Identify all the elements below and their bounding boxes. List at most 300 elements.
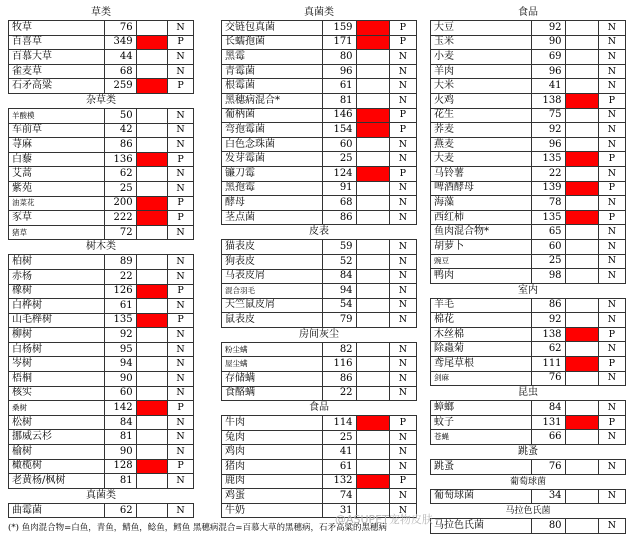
negative-indicator [565,64,598,79]
allergen-value: 22 [323,386,356,401]
negative-indicator [356,284,389,299]
table-row [222,386,417,401]
allergen-table [430,6,626,534]
allergen-value: 116 [323,357,356,372]
section-title: 跳蚤 [518,446,538,458]
table-row [222,79,417,94]
table-row [9,123,194,138]
allergen-name: 弯孢霉菌 [222,123,323,138]
allergen-value: 76 [532,460,565,475]
result-class: N [389,386,416,401]
allergen-value: 142 [105,401,136,416]
negative-indicator [565,489,598,504]
table-row [9,328,194,343]
allergen-name: 火鸡 [431,93,532,108]
allergen-value: 76 [532,371,565,386]
allergen-value: 81 [323,93,356,108]
negative-indicator [356,357,389,372]
negative-indicator [136,474,167,489]
negative-indicator [136,328,167,343]
allergen-name: 狗表皮 [222,254,323,269]
section-title: 室内 [518,284,538,296]
allergen-name: 石矛高粱 [9,79,105,94]
negative-indicator [136,430,167,445]
result-class: N [168,167,194,182]
section-header-row [9,488,194,503]
allergen-name: 曲霉菌 [9,503,105,518]
table-row [222,298,417,313]
table-row [9,459,194,474]
allergen-value: 60 [532,239,565,254]
table-row [222,35,417,50]
negative-indicator [565,460,598,475]
allergen-value: 54 [323,298,356,313]
table-row [9,35,194,50]
section-header-row [431,283,626,298]
result-class: P [389,166,416,181]
footnote: (*) 鱼肉混合物=白鱼，青鱼，鲭鱼，鲶鱼，鳕鱼 黑穗病混合=百慕大草的黑穗病，石矛高粱的黑穗病 [8,523,388,533]
allergen-name: 鹿肉 [222,474,323,489]
result-class: N [389,240,416,255]
table-row [431,401,626,416]
allergen-value: 84 [532,401,565,416]
allergen-name: 青霉菌 [222,64,323,79]
section-header-row [222,225,417,240]
result-class: P [598,152,625,167]
table-row [431,35,626,50]
allergen-value: 22 [105,269,136,284]
allergen-name: 发芽霉菌 [222,152,323,167]
result-class: P [598,357,625,372]
section-title: 房间灰尘 [299,328,339,340]
table-row [431,93,626,108]
allergen-value: 68 [105,64,136,79]
result-class: N [168,108,194,123]
result-class: N [598,21,625,36]
negative-indicator [356,489,389,504]
section-header-row [431,6,626,21]
table-row [431,327,626,342]
allergen-name: 老黄杨/枫树 [9,474,105,489]
section-header-row [222,401,417,416]
negative-indicator [356,93,389,108]
allergen-value: 171 [323,35,356,50]
result-class: N [168,225,194,240]
negative-indicator [565,21,598,36]
positive-indicator [136,79,167,94]
allergen-name: 镰刀霉 [222,166,323,181]
result-class: N [389,445,416,460]
result-class: N [389,489,416,504]
allergen-name: 酵母 [222,196,323,211]
negative-indicator [356,254,389,269]
allergen-name: 黑霉 [222,50,323,65]
negative-indicator [565,519,598,534]
negative-indicator [136,445,167,460]
negative-indicator [356,64,389,79]
negative-indicator [565,196,598,211]
negative-indicator [356,372,389,387]
negative-indicator [565,342,598,357]
allergen-value: 65 [532,225,565,240]
allergen-value: 25 [323,430,356,445]
positive-indicator [565,93,598,108]
allergen-value: 96 [532,137,565,152]
result-class: N [389,64,416,79]
negative-indicator [565,35,598,50]
table-row [222,430,417,445]
result-class: N [389,137,416,152]
table-row [431,489,626,504]
allergen-value: 86 [105,138,136,153]
positive-indicator [356,35,389,50]
negative-indicator [565,371,598,386]
result-class: P [598,210,625,225]
allergen-value: 42 [105,123,136,138]
table-row [431,21,626,36]
allergen-name: 黑穗病混合* [222,93,323,108]
allergen-value: 138 [532,93,565,108]
allergen-value: 92 [532,313,565,328]
allergen-value: 90 [105,372,136,387]
section-header-row [9,240,194,255]
allergen-name: 马铃薯 [431,166,532,181]
allergen-value: 60 [323,137,356,152]
result-class: N [168,357,194,372]
section-title: 昆虫 [518,387,538,399]
table-row [222,313,417,328]
table-row [9,255,194,270]
result-class: P [168,284,194,299]
section-header-row [9,6,194,21]
result-class: N [598,108,625,123]
result-class: N [598,342,625,357]
positive-indicator [136,313,167,328]
table-row [431,357,626,372]
table-row [222,269,417,284]
allergen-name: 大豆 [431,21,532,36]
allergen-value: 74 [323,489,356,504]
positive-indicator [565,357,598,372]
negative-indicator [565,108,598,123]
table-row [222,93,417,108]
allergen-name: 白桦树 [9,299,105,314]
section-header-row [431,445,626,460]
result-class: N [168,386,194,401]
allergen-name: 蚊子 [431,415,532,430]
positive-indicator [565,152,598,167]
table-row [431,79,626,94]
negative-indicator [356,79,389,94]
result-class: P [389,123,416,138]
allergen-name: 赤杨 [9,269,105,284]
result-class: N [168,328,194,343]
allergen-name: 牛奶 [222,503,323,518]
positive-indicator [136,459,167,474]
negative-indicator [565,166,598,181]
result-class: N [168,64,194,79]
result-class: N [598,430,625,445]
positive-indicator [136,152,167,167]
table-row [431,298,626,313]
result-class: N [168,21,194,36]
result-class: N [598,254,625,269]
allergen-value: 82 [323,342,356,357]
result-class: N [168,503,194,518]
table-row [431,108,626,123]
negative-indicator [356,386,389,401]
allergen-name: 食酪螨 [222,386,323,401]
allergen-name: 海藻 [431,196,532,211]
allergen-value: 84 [323,269,356,284]
allergen-name: 茎点菌 [222,210,323,225]
allergen-value: 138 [532,327,565,342]
table-row [9,167,194,182]
negative-indicator [136,503,167,518]
allergen-name: 屋尘螨 [222,357,323,372]
allergen-name: 兔肉 [222,430,323,445]
table-row [9,299,194,314]
allergen-name: 花生 [431,108,532,123]
allergen-value: 25 [323,152,356,167]
negative-indicator [565,401,598,416]
table-row [431,460,626,475]
table-row [222,166,417,181]
result-class: P [168,313,194,328]
allergen-name: 黑孢霉 [222,181,323,196]
result-class: N [168,181,194,196]
negative-indicator [356,50,389,65]
negative-indicator [565,50,598,65]
result-class: P [168,196,194,211]
allergen-name: 玉米 [431,35,532,50]
result-class: N [168,299,194,314]
result-class: N [598,123,625,138]
result-class: N [598,489,625,504]
result-class: N [598,35,625,50]
allergen-name: 苍蝇 [431,430,532,445]
allergen-value: 136 [105,152,136,167]
allergen-value: 96 [532,64,565,79]
column-3 [430,6,626,534]
allergen-name: 天竺鼠皮屑 [222,298,323,313]
allergen-value: 159 [323,21,356,36]
result-class: N [168,50,194,65]
result-class: N [168,372,194,387]
table-row [222,357,417,372]
negative-indicator [136,123,167,138]
allergen-name: 羊毛 [431,298,532,313]
table-row [222,489,417,504]
result-class: P [168,79,194,94]
allergen-value: 111 [532,357,565,372]
allergen-name: 油菜花 [9,196,105,211]
result-class: N [389,93,416,108]
allergen-name: 小麦 [431,50,532,65]
negative-indicator [356,430,389,445]
negative-indicator [565,430,598,445]
allergen-name: 鸭肉 [431,269,532,284]
allergen-value: 135 [532,152,565,167]
allergen-value: 50 [105,108,136,123]
positive-indicator [565,327,598,342]
result-class: N [598,239,625,254]
table-row [222,196,417,211]
table-row [9,21,194,36]
table-row [431,269,626,284]
allergen-value: 114 [323,416,356,431]
result-class: P [389,416,416,431]
negative-indicator [136,138,167,153]
allergen-name: 雀麦草 [9,64,105,79]
allergen-name: 山毛榉树 [9,313,105,328]
negative-indicator [136,255,167,270]
result-class: N [389,430,416,445]
result-class: P [168,401,194,416]
result-class: N [168,342,194,357]
result-class: N [598,50,625,65]
negative-indicator [356,460,389,475]
table-row [9,284,194,299]
positive-indicator [565,415,598,430]
result-class: P [168,152,194,167]
allergen-table [8,6,194,518]
section-header-row [9,93,194,108]
allergen-name: 岑树 [9,357,105,372]
allergen-name: 白杨树 [9,342,105,357]
table-row [9,225,194,240]
column-1 [8,6,194,518]
positive-indicator [565,181,598,196]
allergen-name: 葡柄菌 [222,108,323,123]
allergen-name: 羊肉 [431,64,532,79]
allergen-name: 棉花 [431,313,532,328]
positive-indicator [136,284,167,299]
allergen-value: 60 [105,386,136,401]
negative-indicator [356,445,389,460]
allergen-value: 81 [105,474,136,489]
allergen-value: 34 [532,489,565,504]
allergen-name: 猫表皮 [222,240,323,255]
section-title: 草类 [91,7,111,18]
positive-indicator [136,35,167,50]
allergen-value: 146 [323,108,356,123]
allergen-name: 百慕大草 [9,50,105,65]
allergen-value: 69 [532,50,565,65]
result-class: N [389,196,416,211]
negative-indicator [136,386,167,401]
table-row [222,254,417,269]
result-class: N [389,152,416,167]
allergen-value: 92 [532,123,565,138]
allergen-value: 259 [105,79,136,94]
allergen-name: 蟑螂 [431,401,532,416]
table-row [222,210,417,225]
allergen-name: 啤酒酵母 [431,181,532,196]
result-class: N [389,181,416,196]
allergen-value: 95 [105,342,136,357]
negative-indicator [565,239,598,254]
result-class: N [598,64,625,79]
allergen-name: 豌豆 [431,254,532,269]
allergen-name: 松树 [9,415,105,430]
result-class: N [598,225,625,240]
result-class: N [389,503,416,518]
allergen-name: 鼠表皮 [222,313,323,328]
section-title: 食品 [309,402,329,414]
allergen-name: 白藜 [9,152,105,167]
result-class: N [598,371,625,386]
allergen-name: 羊酸模 [9,108,105,123]
result-class: N [389,210,416,225]
positive-indicator [356,21,389,36]
section-title: 食品 [518,7,538,18]
table-row [9,503,194,518]
result-class: P [168,211,194,226]
result-class: N [598,313,625,328]
table-row [222,64,417,79]
allergen-name: 牧草 [9,21,105,36]
table-row [9,50,194,65]
allergen-value: 41 [532,79,565,94]
table-row [222,108,417,123]
section-header-row [222,327,417,342]
table-row [9,181,194,196]
allergen-name: 混合羽毛 [222,284,323,299]
negative-indicator [136,299,167,314]
allergen-name: 荨麻 [9,138,105,153]
allergen-name: 西红柿 [431,210,532,225]
allergen-name: 交链包真菌 [222,21,323,36]
table-row [431,64,626,79]
positive-indicator [356,108,389,123]
negative-indicator [136,225,167,240]
allergen-name: 粉尘螨 [222,342,323,357]
allergen-name: 马拉色氏菌 [431,519,532,534]
result-class: N [598,196,625,211]
table-row [431,430,626,445]
allergen-name: 柳树 [9,328,105,343]
result-class: N [168,445,194,460]
negative-indicator [356,210,389,225]
table-row [431,152,626,167]
allergen-value: 90 [532,35,565,50]
result-class: P [598,181,625,196]
allergen-name: 存储螨 [222,372,323,387]
result-class: N [389,313,416,328]
table-row [431,50,626,65]
allergen-value: 349 [105,35,136,50]
allergen-table [221,6,417,518]
allergen-value: 124 [323,166,356,181]
result-class: P [168,35,194,50]
negative-indicator [356,342,389,357]
result-class: N [168,430,194,445]
section-header-row [431,474,626,489]
table-row [431,519,626,534]
allergen-name: 胡萝卜 [431,239,532,254]
allergen-name: 柏树 [9,255,105,270]
allergen-name: 鱼肉混合物* [431,225,532,240]
column-2 [221,6,417,518]
section-header-row [431,504,626,519]
result-class: N [598,460,625,475]
allergen-value: 131 [532,415,565,430]
allergen-value: 94 [105,357,136,372]
result-class: N [389,342,416,357]
table-row [431,210,626,225]
allergen-value: 92 [105,328,136,343]
